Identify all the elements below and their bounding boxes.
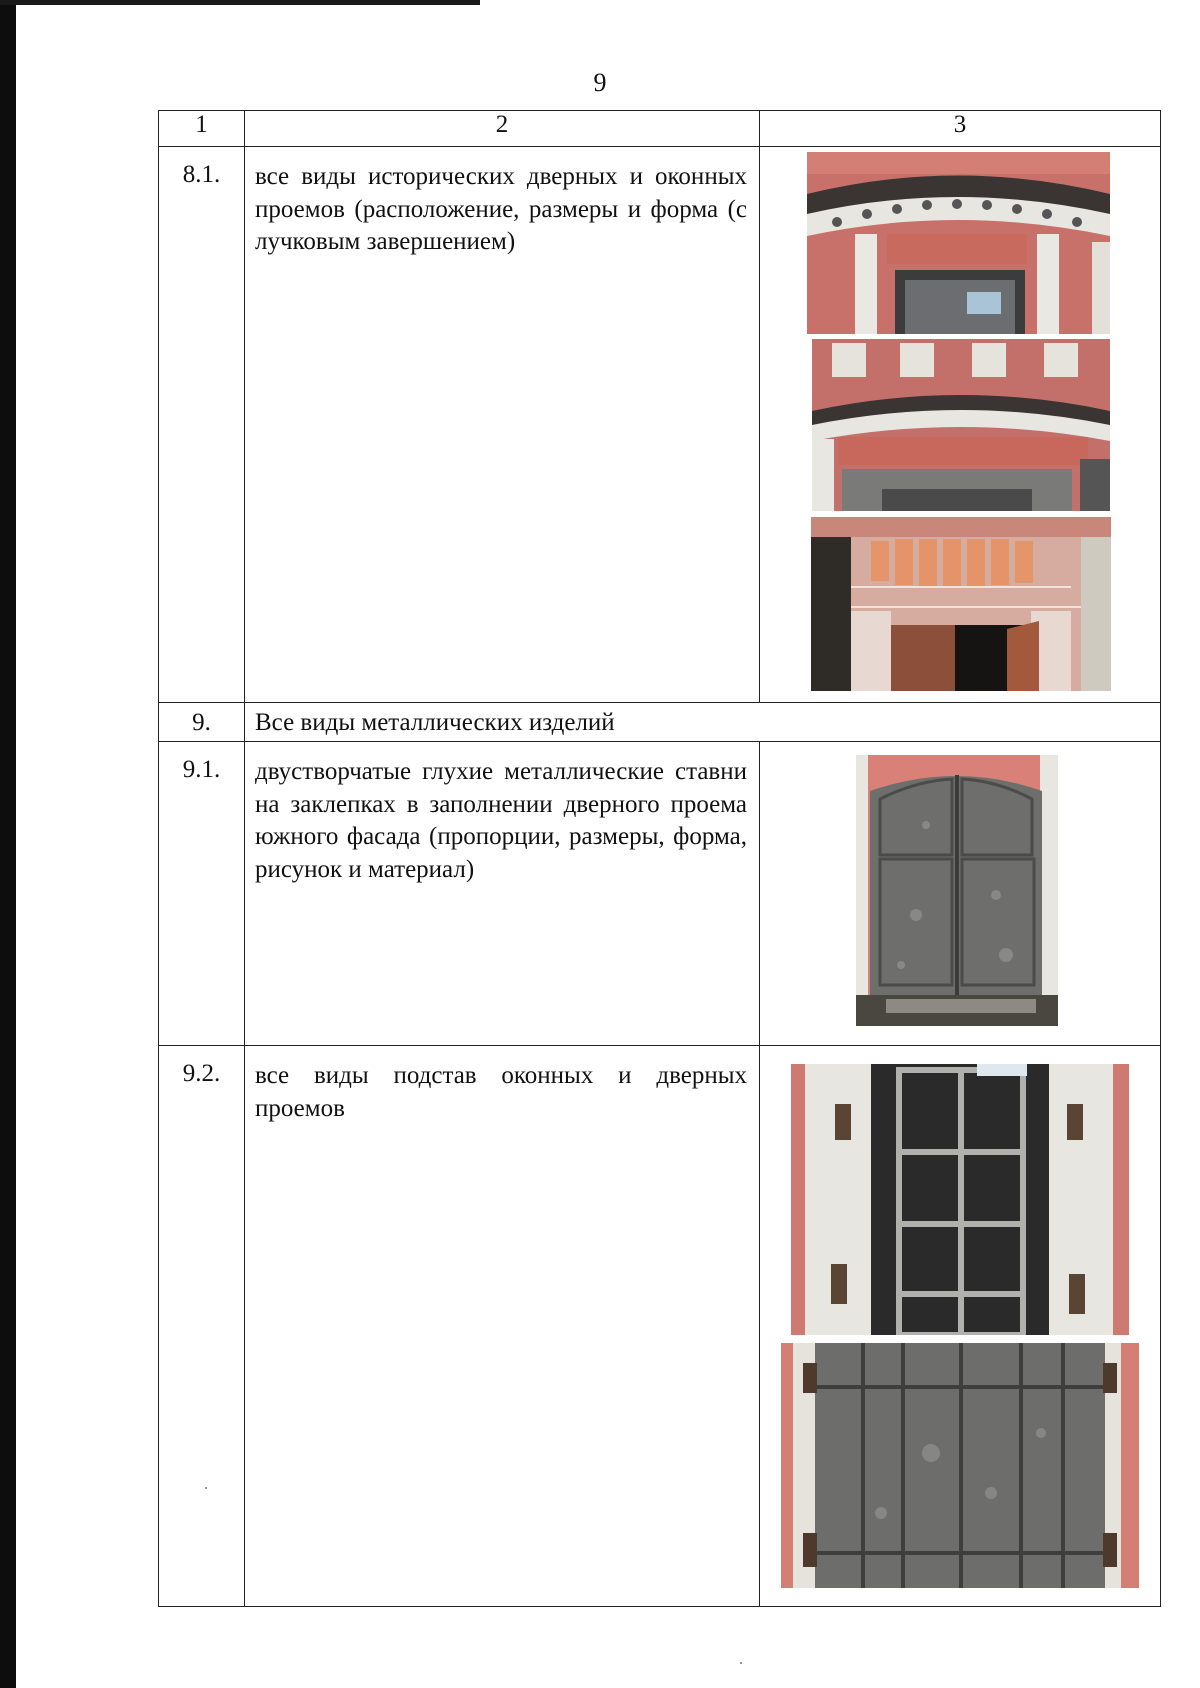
arched-door-photo bbox=[812, 339, 1110, 511]
scan-speck bbox=[740, 1662, 742, 1664]
row-number: 8.1. bbox=[159, 147, 245, 703]
section-row bbox=[159, 703, 1161, 742]
table-header-row bbox=[159, 111, 1161, 147]
metal-shutter-photo bbox=[856, 755, 1058, 1026]
row-description: все виды подстав оконных и дверных проемов bbox=[245, 1046, 760, 1607]
window-frame-brackets-photo bbox=[791, 1064, 1129, 1335]
table-row bbox=[159, 147, 1161, 703]
table-row bbox=[159, 1046, 1161, 1607]
row-number: 9.2. bbox=[159, 1046, 245, 1607]
header-col-3: 3 bbox=[760, 111, 1161, 147]
header-col-1: 1 bbox=[159, 111, 245, 147]
section-title: Все виды металлических изделий bbox=[245, 703, 1161, 742]
brick-arch-doorway-photo bbox=[811, 517, 1111, 691]
scan-border-left bbox=[0, 0, 16, 1688]
header-col-2: 2 bbox=[245, 111, 760, 147]
riveted-door-brackets-photo bbox=[781, 1343, 1139, 1588]
row-photos bbox=[760, 742, 1161, 1046]
row-number: 9.1. bbox=[159, 742, 245, 1046]
row-photos bbox=[760, 147, 1161, 703]
row-photos bbox=[760, 1046, 1161, 1607]
section-number: 9. bbox=[159, 703, 245, 742]
arched-window-photo bbox=[807, 152, 1110, 334]
row-description: двустворчатые глухие металлические ставни на заклепках в заполнении дверного проема южного фасада (пропорции, размеры, форма, рисунок и материал) bbox=[245, 742, 760, 1046]
row-description: все виды исторических дверных и оконных проемов (расположение, размеры и форма (с лучковым завершением) bbox=[245, 147, 760, 703]
page-number: 9 bbox=[593, 68, 607, 97]
scan-border-top bbox=[0, 0, 480, 5]
table-row bbox=[159, 742, 1161, 1046]
heritage-elements-table bbox=[158, 110, 1161, 1607]
